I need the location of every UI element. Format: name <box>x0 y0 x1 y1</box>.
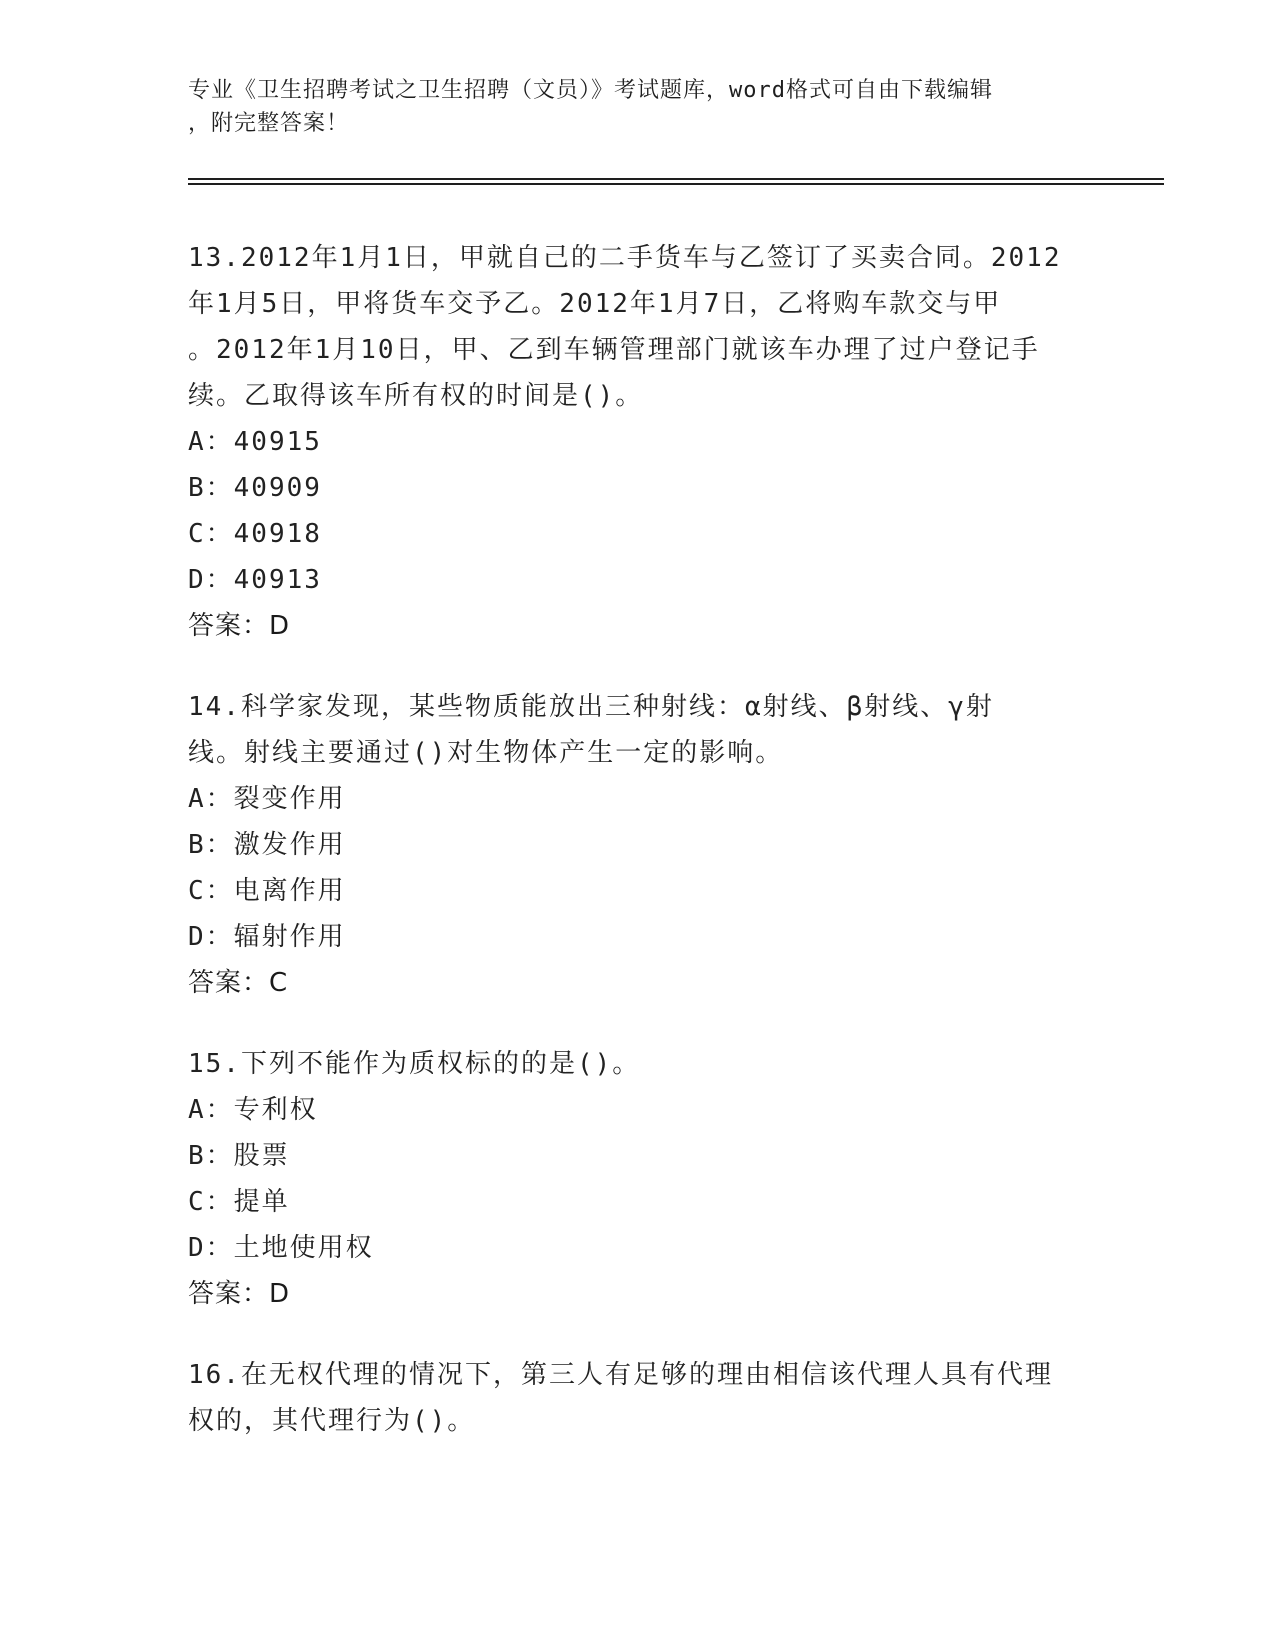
stem-line: 16.在无权代理的情况下，第三人有足够的理由相信该代理人具有代理 <box>188 1360 1053 1390</box>
stem-line: 15.下列不能作为质权标的的是()。 <box>188 1049 641 1079</box>
option-b: B：激发作用 <box>188 830 346 860</box>
question-stem <box>188 1041 1088 1087</box>
question-15 <box>188 1041 1088 1317</box>
stem-line: 。2012年1月10日，甲、乙到车辆管理部门就该车办理了过户登记手 <box>188 335 1040 365</box>
option-b: B：股票 <box>188 1141 290 1171</box>
answer-line: 答案：D <box>188 1279 291 1309</box>
stem-line: 线。射线主要通过()对生物体产生一定的影响。 <box>188 738 784 768</box>
option-d: D：辐射作用 <box>188 922 346 952</box>
question-stem <box>188 235 1088 419</box>
stem-line: 年1月5日，甲将货车交予乙。2012年1月7日，乙将购车款交与甲 <box>188 289 1002 319</box>
header-line: 专业《卫生招聘考试之卫生招聘（文员）》考试题库，word格式可自由下载编辑 <box>188 78 993 103</box>
option-c: C：提单 <box>188 1187 290 1217</box>
header-divider <box>188 178 1164 180</box>
option-b: B：40909 <box>188 473 322 503</box>
option-c: C：电离作用 <box>188 876 346 906</box>
option-a: A：裂变作用 <box>188 784 346 814</box>
header-line: ，附完整答案！ <box>188 111 350 136</box>
option-a: A：40915 <box>188 427 322 457</box>
question-stem <box>188 684 1088 776</box>
option-c: C：40918 <box>188 519 322 549</box>
option-d: D：40913 <box>188 565 322 595</box>
question-list <box>188 235 1088 1479</box>
question-14 <box>188 684 1088 1006</box>
page-header <box>188 74 1088 140</box>
header-divider <box>188 183 1164 185</box>
option-d: D：土地使用权 <box>188 1233 374 1263</box>
stem-line: 续。乙取得该车所有权的时间是()。 <box>188 381 644 411</box>
question-13 <box>188 235 1088 649</box>
stem-line: 13.2012年1月1日，甲就自己的二手货车与乙签订了买卖合同。2012 <box>188 243 1062 273</box>
answer-line: 答案：D <box>188 611 291 641</box>
question-16 <box>188 1352 1088 1444</box>
stem-line: 权的，其代理行为()。 <box>188 1406 476 1436</box>
option-a: A：专利权 <box>188 1095 318 1125</box>
question-stem <box>188 1352 1088 1444</box>
stem-line: 14.科学家发现，某些物质能放出三种射线：α射线、β射线、γ射 <box>188 692 994 722</box>
answer-line: 答案：C <box>188 968 289 998</box>
